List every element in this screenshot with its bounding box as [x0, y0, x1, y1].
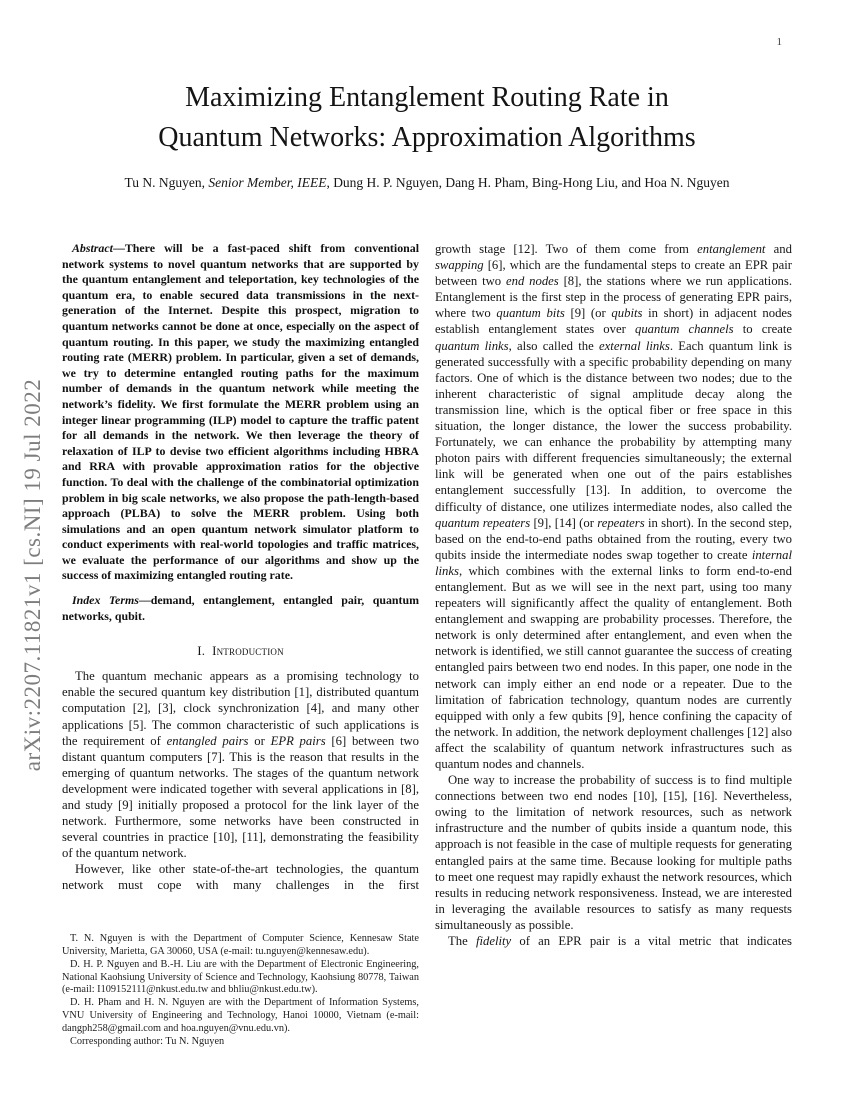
- paper-title: [62, 78, 792, 158]
- body-paragraph-continuation: growth stage [12]. Two of them come from entanglement and swapping [6], which are the fundamental steps to create an EPR pair between two end nodes [8], the stations where we run applications. Entanglement is the first step in the process of generating EPR pairs, where two quantum bits [9] (or qubits in short) in adjacent nodes establish entanglement states over quantum channels to create quantum links, also called the external links. Each quantum link is generated successfully with a specific probability depending on many factors. One of which is the distance between two nodes; due to the inherent characteristic of signal amplitude decay along the transmission line, which is the optical fiber or free space in this situation, the longer distance, the lower the success probability. Fortunately, we can enhance the probability by attempting many photon pairs with different frequencies simultaneously; the external link will be generated when one out of the pairs establishes entanglement successfully [13]. In addition, to overcome the difficulty of distance, one utilizes intermediate nodes, also called the quantum repeaters [9], [14] (or repeaters in short). In the second step, based on the end-to-end paths obtained from the routing, every two qubits inside the intermediate nodes swap together to create internal links, which combines with the external links to form end-to-end entanglement. But as we will see in the next part, using too many repeaters will significantly affect the quality of entanglement. Both entanglement and swapping are probability processes. Therefore, the network is only determined after entanglement, and even when the network is identified, we still cannot guarantee the success of creating entangled pairs between two end nodes. In this paper, one node in the network can imply either an end node or a repeater. Due to the limitation of fabrication technology, quantum nodes are currently equipped with only a few qubits [9], hence confining the capacity of the network. In addition, the network deployment challenges [12] also affect the scalability of quantum network infrastructures such as quantum nodes and channels.: [435, 242, 792, 771]
- intro-paragraph-1: The quantum mechanic appears as a promising technology to enable the secured quantum key distribution [1], distributed quantum computation [2], [3], clock synchronization [4], and many other applications [5]. The common characteristic of such applications is the requirement of entangled pairs or EPR pairs [6] between two distant quantum computers [7]. This is the reason that results in the emerging of quantum networks. The stages of the quantum network development were indicated together with several applications in [8], and study [9] initially proposed a protocol for the link layer of the network. Furthermore, some networks have been constructed in several countries in practice [10], [11], demonstrating the feasibility of the quantum network.: [62, 669, 419, 861]
- author-line: Tu N. Nguyen, Senior Member, IEEE, Dung H. P. Nguyen, Dang H. Pham, Bing-Hong Liu, and Hoa N. Nguyen: [124, 175, 730, 190]
- section-number: I.: [197, 643, 206, 659]
- two-column-body: [62, 241, 792, 1053]
- intro-paragraph-2: However, like other state-of-the-art technologies, the quantum network must cope with many challenges in the first: [62, 862, 419, 893]
- index-terms-paragraph: Index Terms—demand, entanglement, entangled pair, quantum networks, qubit.: [62, 593, 419, 623]
- section-title: Introduction: [212, 643, 284, 659]
- footnote-affiliation-3: D. H. Pham and H. N. Nguyen are with the Department of Information Systems, VNU University of Engineering and Technology, Hanoi 10000, Vietnam (e-mail: dangph258@gmail.com and hoa.nguyen@vnu.edu.vn).: [62, 997, 419, 1035]
- footnote-affiliation-1: T. N. Nguyen is with the Department of Computer Science, Kennesaw State University, Marietta, GA 30060, USA (e-mail: tu.nguyen@kennesaw.edu).: [62, 932, 419, 957]
- abstract-paragraph: Abstract—There will be a fast-paced shift from conventional network systems to novel quantum networks that are supported by the quantum entanglement and teleportation, key technologies of the quantum era, to enable secured data transmissions in the next-generation of the Internet. Despite this prospect, migration to quantum networks cannot be done at once, especially on the aspect of quantum routing. In this paper, we study the maximizing entangled routing rate (MERR) problem. In particular, given a set of demands, we try to determine entangled routing paths for the maximum number of demands in the quantum network while meeting the network’s fidelity. We first formulate the MERR problem using an integer linear programming (ILP) model to capture the traffic patent for all demands in the network. We then leverage the theory of relaxation of ILP to devise two efficient algorithms including HBRA and RRA with provable approximation ratios for the objective function. To deal with the challenge of the combinatorial optimization problem in big scale networks, we also propose the path-length-based approach (PLBA) to solve the MERR problem. Using both simulations and an open quantum network simulator platform to conduct experiments with real-world topologies and traffic matrices, we evaluate the performance of our algorithms and show up the success of maximizing entangled routing rate.: [62, 241, 419, 583]
- title-line-2: Quantum Networks: Approximation Algorithms: [158, 122, 696, 153]
- footnote-corresponding-author: Corresponding author: Tu N. Nguyen: [70, 1036, 225, 1048]
- author-footnotes: [62, 933, 419, 1053]
- footnote-affiliation-2: D. H. P. Nguyen and B.-H. Liu are with the Department of Electronic Engineering, National Kaohsiung University of Science and Technology, Kaohsiung 80778, Taiwan (e-mail: I109152111@nkust.edu.tw and bhliu@nkust.edu.tw).: [62, 958, 419, 996]
- arxiv-watermark: arXiv:2207.11821v1 [cs.NI] 19 Jul 2022: [20, 378, 45, 772]
- page-number: 1: [776, 36, 782, 48]
- title-line-1: Maximizing Entanglement Routing Rate in: [185, 82, 669, 113]
- body-paragraph-fidelity: The fidelity of an EPR pair is a vital metric that indicates: [448, 934, 792, 949]
- section-heading-introduction: [62, 643, 419, 659]
- left-column: [62, 241, 419, 1053]
- body-paragraph-multiple-connections: One way to increase the probability of success is to find multiple connections between two end nodes [10], [15], [16]. Nevertheless, owing to the limitation of network resources, such as network infrastructure and the number of qubits inside a quantum node, this approach is not feasible in the case of multiple requests for generating entangled pairs at the same time. Because looking for multiple paths to meet one request may rapidly exhaust the network resources, which results in reducing network responsiveness. Instead, we are interested in leveraging the available resources to satisfy as many requests simultaneously as possible.: [435, 773, 792, 932]
- right-column: [435, 241, 792, 1053]
